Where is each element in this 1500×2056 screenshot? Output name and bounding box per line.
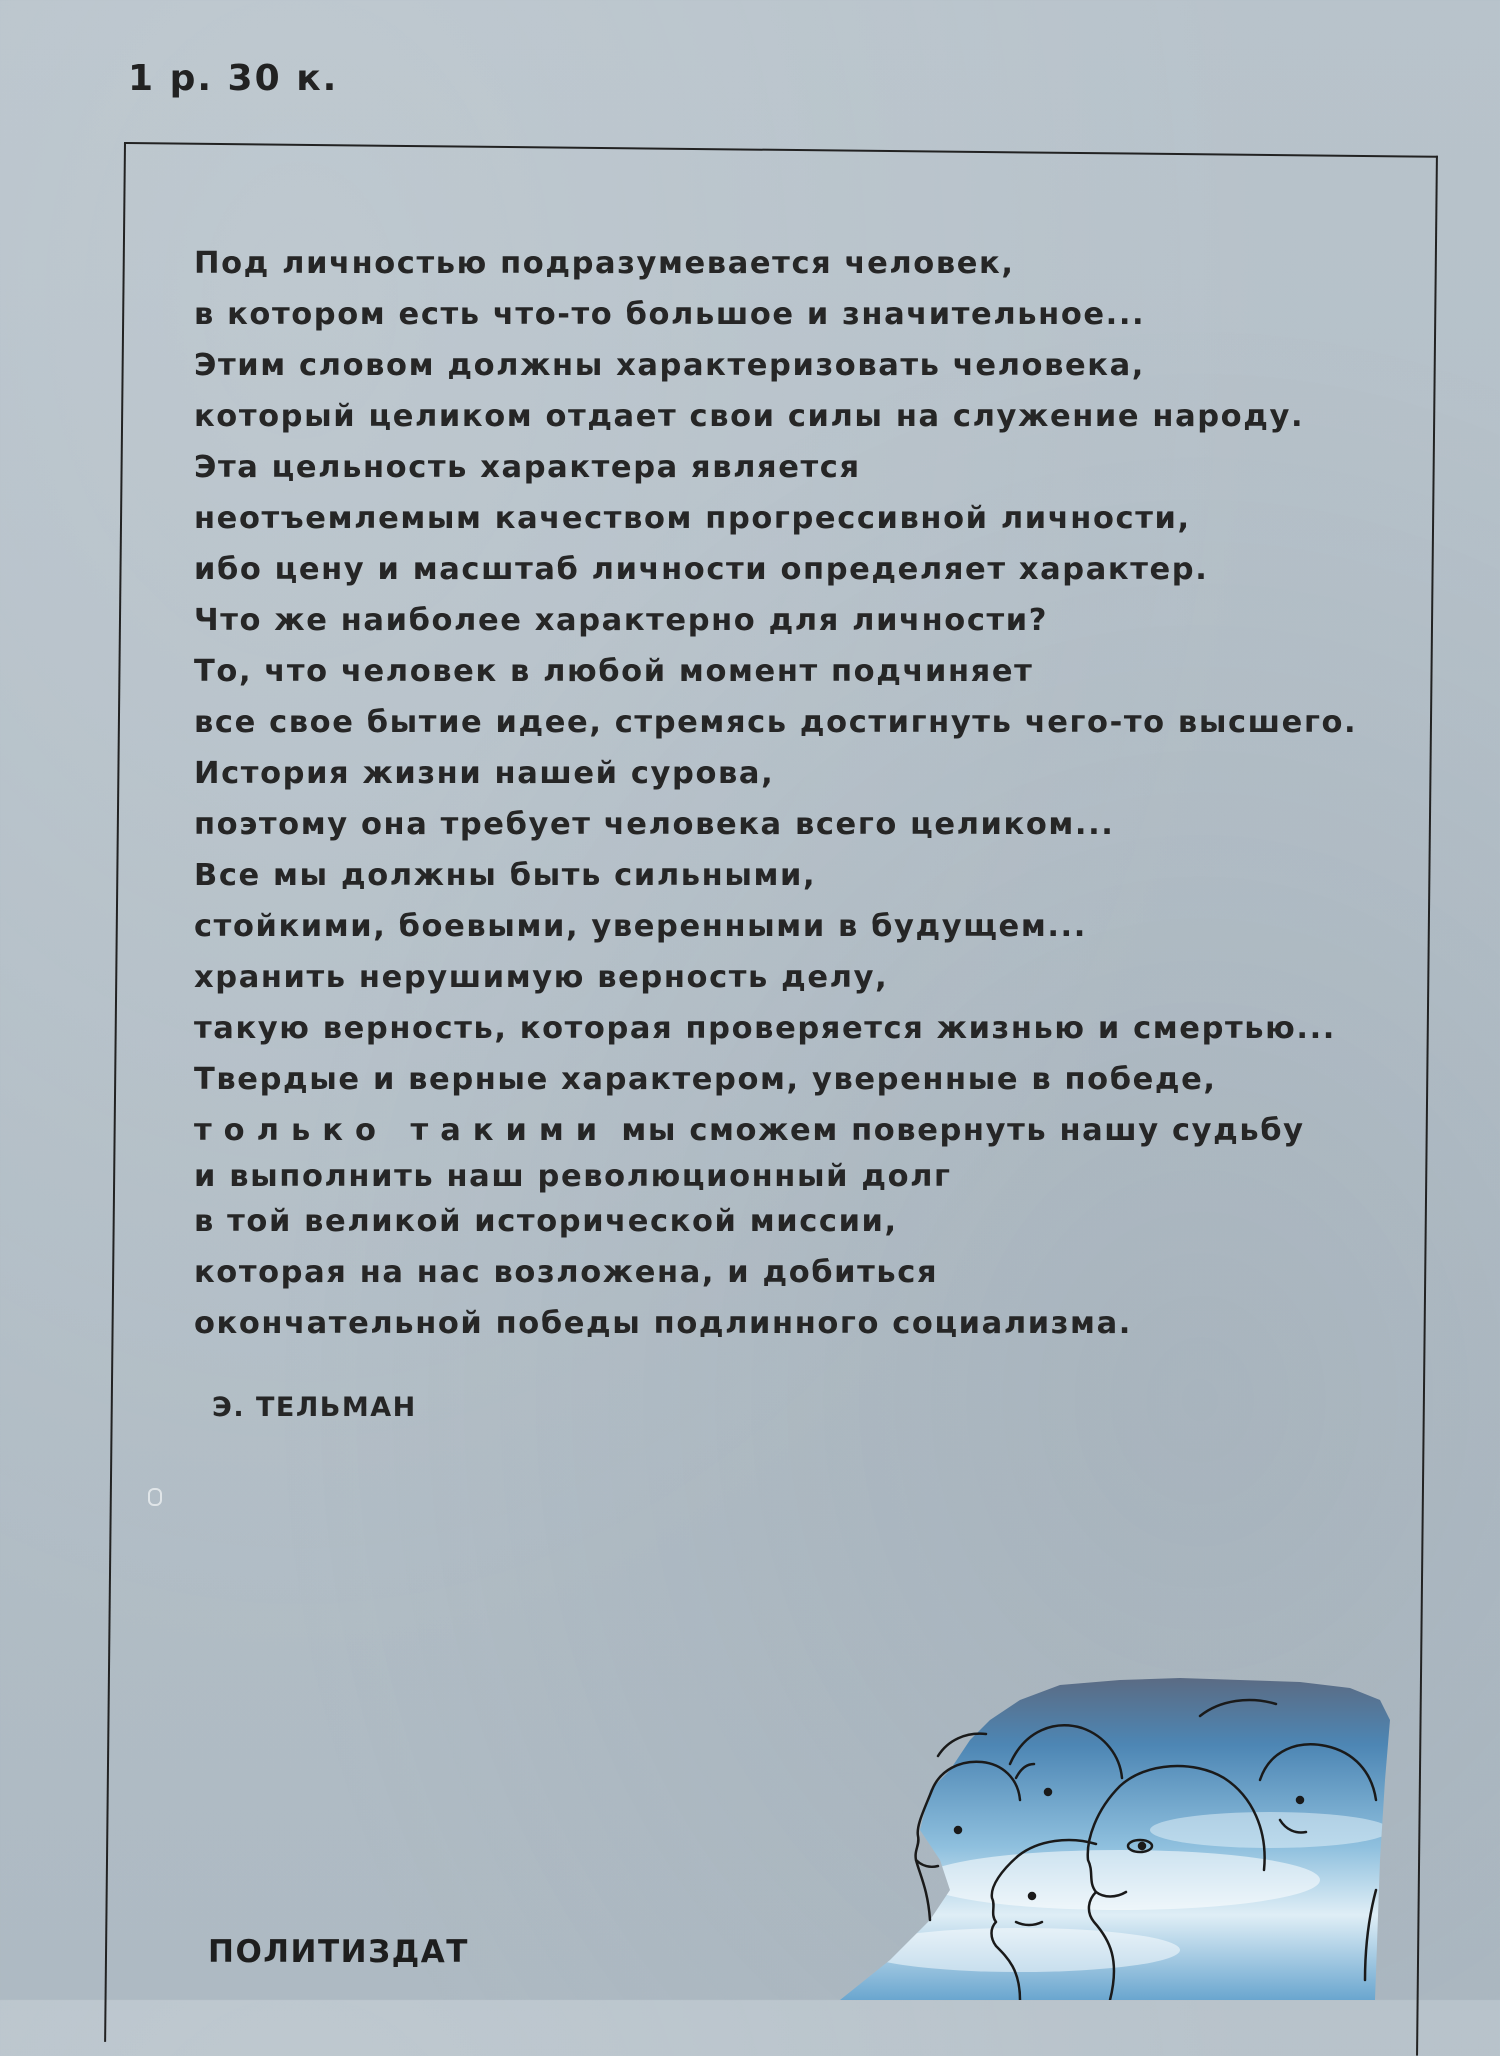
- quote-line: хранить нерушимую верность делу,: [194, 960, 889, 995]
- quote-line: Под личностью подразумевается человек,: [194, 246, 1015, 281]
- quote-line: в котором есть что-то большое и значительное...: [194, 297, 1146, 332]
- quote-line-rest: мы сможем повернуть нашу судьбу: [621, 1113, 1305, 1148]
- quote-line: и выполнить наш революционный долг: [194, 1159, 952, 1194]
- quote-line: поэтому она требует человека всего целиком...: [194, 807, 1115, 842]
- quote-line: Этим словом должны характеризовать человека,: [194, 348, 1145, 383]
- quote-line: такую верность, которая проверяется жизнью и смертью...: [194, 1011, 1336, 1046]
- price-label: 1 р. 30 к.: [128, 58, 339, 99]
- quote-line: все свое бытие идее, стремясь достигнуть чего-то высшего.: [194, 705, 1358, 740]
- quote-line: То, что человек в любой момент подчиняет: [194, 654, 1034, 689]
- quote-line: ибо цену и масштаб личности определяет характер.: [194, 552, 1209, 587]
- quote-line: Твердые и верные характером, уверенные в победе,: [194, 1062, 1217, 1097]
- quote-author: Э. ТЕЛЬМАН: [212, 1392, 417, 1423]
- quote-line: который целиком отдает свои силы на служение народу.: [194, 399, 1305, 434]
- paper-mark: [148, 1488, 162, 1506]
- quote-line: окончательной победы подлинного социализма.: [194, 1306, 1132, 1341]
- quote-line: Все мы должны быть сильными,: [194, 858, 817, 893]
- emphasized-phrase: только такими: [194, 1113, 610, 1148]
- quote-line: Эта цельность характера является: [194, 450, 861, 485]
- quote-line-emphasis: [194, 1105, 1364, 1156]
- publisher-name: ПОЛИТИЗДАТ: [208, 1934, 469, 1970]
- quote-line: которая на нас возложена, и добиться: [194, 1255, 939, 1290]
- quote-line: стойкими, боевыми, уверенными в будущем...: [194, 909, 1087, 944]
- quote-line: неотъемлемым качеством прогрессивной личности,: [194, 501, 1191, 536]
- quote-line: Что же наиболее характерно для личности?: [194, 603, 1049, 638]
- quote-line: в той великой исторической миссии,: [194, 1204, 898, 1239]
- profiles-of-people-illustration: [820, 1660, 1400, 2000]
- quote-text: [194, 238, 1364, 1349]
- quote-line: История жизни нашей сурова,: [194, 756, 775, 791]
